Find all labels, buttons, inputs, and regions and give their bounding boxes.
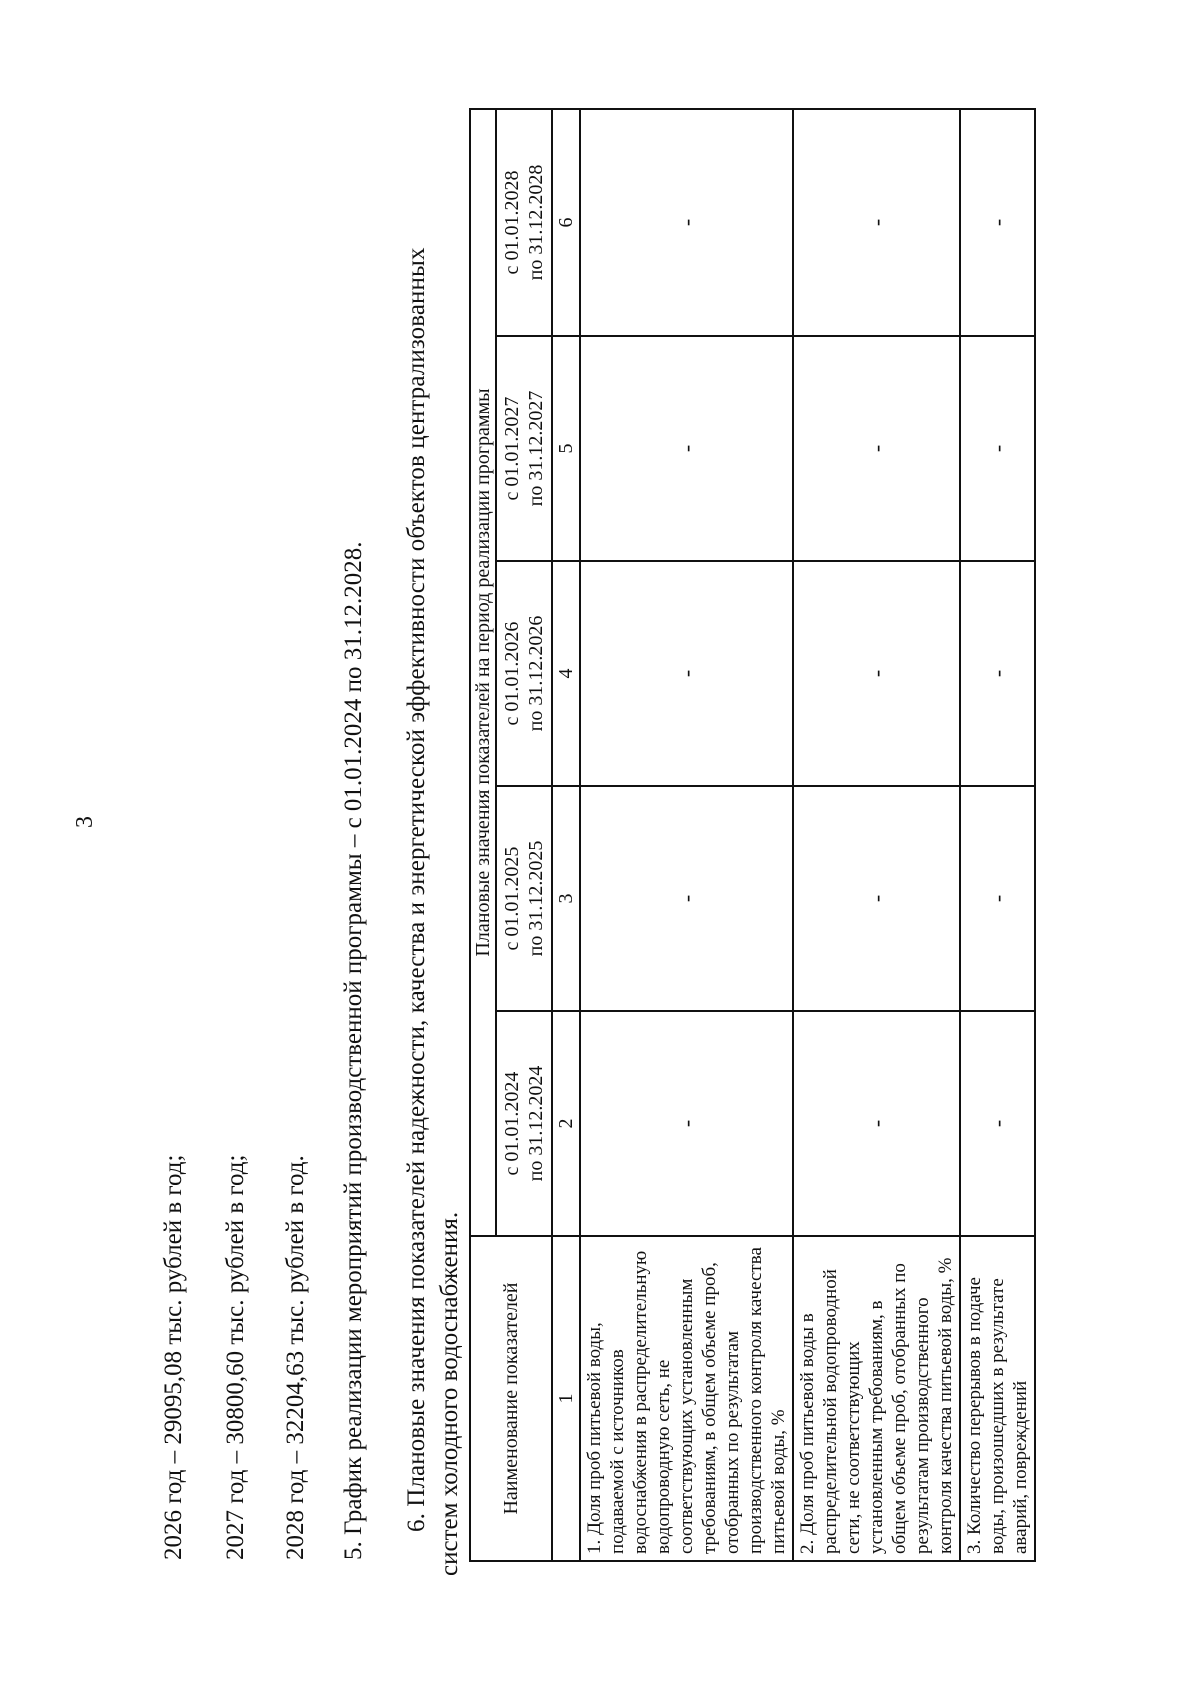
period-from: с 01.01.2025 [501, 846, 523, 951]
indicator-value: - [580, 561, 793, 786]
indicator-name: 2. Доля проб питьевой воды в распределительной водопроводной сети, не соответствующих установленным требованиям, в общем объеме проб, отобранных по результатам производственного контроля качества питьевой воды, % [793, 1236, 960, 1561]
indicator-value: - [793, 109, 960, 336]
period-header [496, 786, 552, 1011]
period-header [496, 561, 552, 786]
table-row [960, 109, 1035, 1561]
table-row [580, 109, 793, 1561]
indicators-table [469, 108, 1036, 1562]
col-header-name: Наименование показателей [470, 1236, 552, 1561]
column-number: 4 [552, 561, 580, 786]
budget-line-2026: 2026 год – 29095,08 тыс. рублей в год; [160, 1154, 187, 1560]
column-number: 6 [552, 109, 580, 336]
period-from: с 01.01.2027 [501, 396, 523, 501]
column-number: 1 [552, 1236, 580, 1561]
indicator-value: - [793, 1011, 960, 1236]
period-to: по 31.12.2027 [525, 390, 547, 507]
page-number: 3 [72, 816, 98, 828]
period-to: по 31.12.2024 [525, 1065, 547, 1182]
header-row-group [470, 109, 496, 1561]
indicator-value: - [580, 336, 793, 561]
column-number-row [552, 109, 580, 1561]
table-row [793, 109, 960, 1561]
indicator-value: - [960, 786, 1035, 1011]
period-to: по 31.12.2025 [525, 840, 547, 957]
period-to: по 31.12.2026 [525, 615, 547, 732]
section-5-heading: 5. График реализации мероприятий производственной программы – с 01.01.2024 по 31.12.2028. [340, 541, 367, 1560]
period-header [496, 1011, 552, 1236]
indicator-value: - [793, 336, 960, 561]
period-from: с 01.01.2028 [501, 170, 523, 275]
indicator-value: - [580, 109, 793, 336]
period-header [496, 109, 552, 336]
budget-line-2027: 2027 год – 30800,60 тыс. рублей в год; [222, 1154, 249, 1560]
indicators-table-wrapper [469, 110, 1031, 1562]
indicator-value: - [793, 561, 960, 786]
indicator-value: - [580, 786, 793, 1011]
column-number: 2 [552, 1011, 580, 1236]
indicator-value: - [960, 109, 1035, 336]
indicator-name: 1. Доля проб питьевой воды, подаваемой с источников водоснабжения в распределительную водопроводную сеть, не соответствующих установленным требованиям, в общем объеме проб, отобранных по результатам производственного контроля качества питьевой воды, % [580, 1236, 793, 1561]
budget-line-2028: 2028 год – 32204,63 тыс. рублей в год. [282, 1155, 309, 1560]
indicator-value: - [960, 1011, 1035, 1236]
section-6-heading-line1: 6. Плановые значения показателей надежности, качества и энергетической эффективности объектов централизованных [403, 247, 430, 1532]
period-to: по 31.12.2028 [525, 164, 547, 281]
column-number: 5 [552, 336, 580, 561]
section-6-heading-line2: систем холодного водоснабжения. [436, 1211, 463, 1576]
indicator-value: - [793, 786, 960, 1011]
period-header [496, 336, 552, 561]
indicator-value: - [960, 561, 1035, 786]
indicator-name: 3. Количество перерывов в подаче воды, произошедших в результате аварий, повреждений [960, 1236, 1035, 1561]
indicator-value: - [580, 1011, 793, 1236]
group-header: Плановые значения показателей на период реализации программы [470, 109, 496, 1236]
indicator-value: - [960, 336, 1035, 561]
period-from: с 01.01.2024 [501, 1071, 523, 1176]
period-from: с 01.01.2026 [501, 621, 523, 726]
column-number: 3 [552, 786, 580, 1011]
